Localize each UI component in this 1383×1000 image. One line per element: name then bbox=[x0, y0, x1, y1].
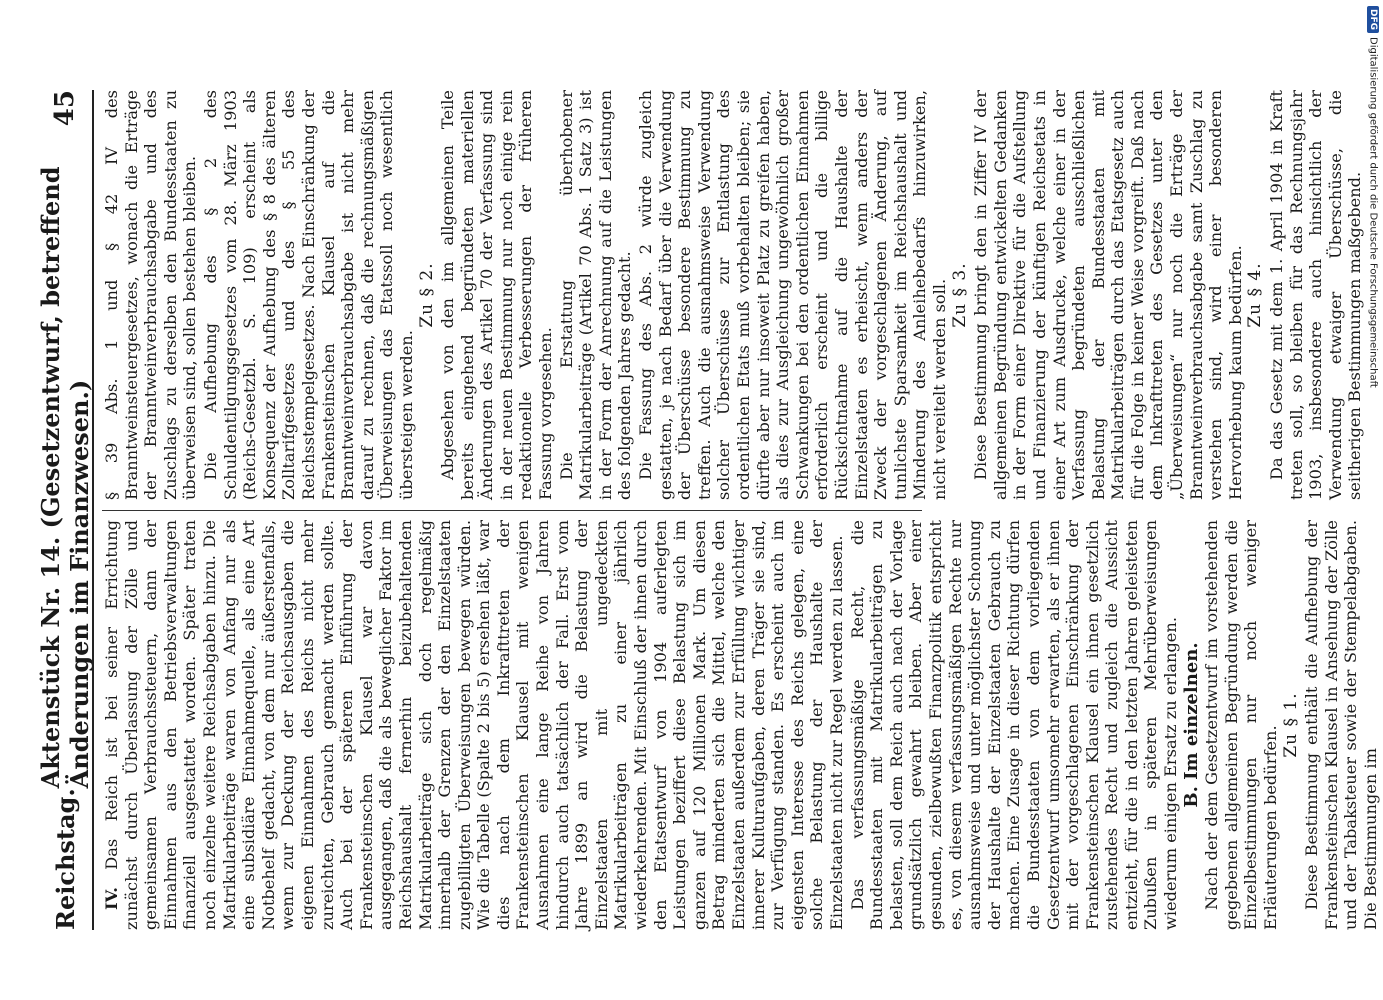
section-numeral: IV. bbox=[102, 887, 121, 910]
section-heading: B. Im einzelnen. bbox=[1180, 642, 1202, 808]
section-heading: Zu § 3. bbox=[949, 262, 970, 328]
column-divider bbox=[102, 510, 922, 511]
dfg-logo: DFG bbox=[1367, 6, 1379, 33]
dfg-credit bbox=[1366, 6, 1380, 996]
paragraph: Das verfassungsmäßige Recht, die Bundesstaaten mit Matrikularbeiträgen zu belasten, soll dem Reich auch nach der Vorlage grundsätzlich gewahrt bleiben. Aber einer gesunden, zielbewußten Finanzpolitik entspricht es, von diesem verfassungsmäßigen Rechte nur ausnahmsweise und unter möglichster Schonung der Haushalte der Einzelstaaten Gebrauch zu machen. Eine Zusage in dieser Richtung dürfen die Bundesstaaten von dem vorliegenden Gesetzentwurf umsomehr erwarten, als er ihnen mit der vorgeschlagenen Einschränkung der Frankensteinschen Klausel ein ihnen gesetzlich zustehendes Recht und zugleich die Aussicht entzieht, für die in den letzten Jahren geleisteten Zubußen in späteren Mehrüberweisungen wiederum einigen Ersatz zu erlangen. bbox=[847, 520, 1181, 930]
section-heading: Zu § 4. bbox=[1245, 262, 1266, 328]
section-heading: Zu § 1. bbox=[1280, 692, 1301, 758]
paragraph: Die Fassung des Abs. 2 würde zugleich gestatten, je nach Bedarf über die Verwendung der Überschüsse besondere Bestimmung zu treffen. Auch die ausnahmsweise Verwendung solcher Überschüsse zur Entlastung des ordentlichen Etats muß vorbehalten bleiben; sie dürfte aber nur insoweit Platz zu greifen haben, als dies zur Ausgleichung ungewöhnlich großer Schwankungen bei den ordentlichen Einnahmen erforderlich erscheint und die billige Rücksichtnahme auf die Haushalte der Einzelstaaten es erheischt, wenn anders der Zweck der vorgeschlagenen Änderung, auf tunlichste Sparsamkeit im Reichshaushalt und Minderung des Anleihebedarfs hinzuwirken, nicht vereitelt werden soll. bbox=[636, 90, 949, 500]
paragraph: Die Erstattung überhobener Matrikularbeiträge (Artikel 70 Abs. 1 Satz 3) ist in der Form der Anrechnung auf die Leistungen des folgenden Jahres gedacht. bbox=[556, 90, 635, 500]
paragraph: Abgesehen von den im allgemeinen Teile bereits eingehend begründeten materiellen Änderungen des Artikel 70 der Verfassung sind in der neuen Bestimmung nur noch einige rein redaktionelle Verbesserungen der früheren Fassung vorgesehen. bbox=[438, 90, 556, 500]
running-head bbox=[36, 90, 94, 930]
header-title: Aktenstück Nr. 14. (Gesetzentwurf, betreffend Änderungen im Finanzwesen.) bbox=[36, 166, 94, 789]
paragraph: Die Aufhebung des § 2 des Schuldentilgungsgesetzes vom 28. März 1903 (Reichs-Gesetzbl. S. 109) erscheint als Konsequenz der Aufhebung des § 8 des älteren Zolltarifgesetzes und des § 55 des Reichsstempelgesetzes. Nach Einschränkung der Frankensteinschen Klausel auf die Branntweinverbrauchsabgabe ist nicht mehr darauf zu rechnen, daß die rechnungsmäßigen Überweisungen das Etatssoll noch wesentlich übersteigen werden. bbox=[200, 90, 416, 500]
page-number: 45 bbox=[50, 90, 80, 127]
left-column bbox=[102, 520, 1380, 930]
header-left: Reichstag. bbox=[50, 788, 80, 930]
right-column bbox=[102, 90, 1365, 500]
paragraph-text: Das Reich ist bei seiner Errichtung zunächst durch Überlassung der Zölle und gemeinsamen Verbrauchssteuern, dann der Einnahmen aus den Betriebsverwaltungen finanziell ausgestattet worden. Später traten noch einzelne weitere Reichsabgaben hinzu. Die Matrikularbeiträge waren von Anfang nur als eine subsidiäre Einnahmequelle, als eine Art Notbehelf gedacht, von dem nur äußerstenfalls, wenn zur Deckung der Reichsausgaben die eigenen Einnahmen des Reichs nicht mehr zureichten, Gebrauch gemacht werden sollte. Auch bei der späteren Einführung der Frankensteinschen Klausel war davon ausgegangen, daß die als beweglicher Faktor im Reichshaushalt fernerhin beizubehaltenden Matrikularbeiträge sich doch regelmäßig innerhalb der Grenzen der den Einzelstaaten zugebilligten Überweisungen bewegen würden. Wie die Tabelle (Spalte 2 bis 5) ersehen läßt, war dies nach dem Inkrafttreten der Frankensteinschen Klausel mit wenigen Ausnahmen eine lange Reihe von Jahren hindurch auch tatsächlich der Fall. Erst vom Jahre 1899 an wird die Belastung der Einzelstaaten mit ungedeckten Matrikularbeiträgen zu einer jährlich wiederkehrenden. Mit Einschluß der ihnen durch den Etatsentwurf von 1904 auferlegten Leistungen beziffert diese Belastung sich im ganzen auf 120 Millionen Mark. Um diesen Betrag minderten sich die Mittel, welche den Einzelstaaten außerdem zur Erfüllung wichtiger innerer Kulturaufgaben, deren Träger sie sind, zur Verfügung standen. Es erscheint auch im eigensten Interesse des Reichs gelegen, eine solche Belastung der Haushalte der Einzelstaaten nicht zur Regel werden zu lassen. bbox=[102, 520, 846, 930]
paragraph: Da das Gesetz mit dem 1. April 1904 in Kraft treten soll, so bleiben für das Rechnungsjahr 1903, insbesondere auch hinsichtlich der Verwendung etwaiger Überschüsse, die seitherigen Bestimmungen maßgebend. bbox=[1267, 90, 1365, 500]
header-rule bbox=[92, 90, 94, 930]
paragraph: § 39 Abs. 1 und § 42 IV des Branntweinsteuergesetzes, wonach die Erträge der Branntweinverbrauchsabgabe und des Zuschlags zu derselben den Bundesstaaten zu überweisen sind, sollen bestehen bleiben. bbox=[102, 90, 200, 500]
section-heading: Zu § 2. bbox=[416, 262, 437, 328]
paragraph: Diese Bestimmung enthält die Aufhebung der Frankensteinschen Klausel in Ansehung der Zölle und der Tabaksteuer sowie der Stempelabgaben. Die Bestimmungen im bbox=[1302, 520, 1380, 930]
dfg-credit-text: Digitalisierung gefördert durch die Deutsche Forschungsgemeinschaft bbox=[1367, 37, 1379, 388]
paragraph bbox=[102, 520, 847, 930]
paragraph: Diese Bestimmung bringt den in Ziffer IV der allgemeinen Begründung entwickelten Gedanken in der Form einer Direktive für die Aufstellung und Finanzierung der künftigen Reichsetats in einer Art zum Ausdrucke, welche einer in der Verfassung begründeten ausschließlichen Belastung der Bundesstaaten mit Matrikularbeiträgen durch das Etatsgesetz auch für die Folge in keiner Weise vorgreift. Daß nach dem Inkrafttreten des Gesetzes unter den „Überweisungen“ nur noch die Erträge der Branntweinverbrauchsabgabe samt Zuschlag zu verstehen sind, wird einer besonderen Hervorhebung kaum bedürfen. bbox=[971, 90, 1245, 500]
paragraph: Nach der dem Gesetzentwurf im vorstehenden gegebenen allgemeinen Begründung werden die Einzelbestimmungen nur noch weniger Erläuterungen bedürfen. bbox=[1202, 520, 1281, 930]
